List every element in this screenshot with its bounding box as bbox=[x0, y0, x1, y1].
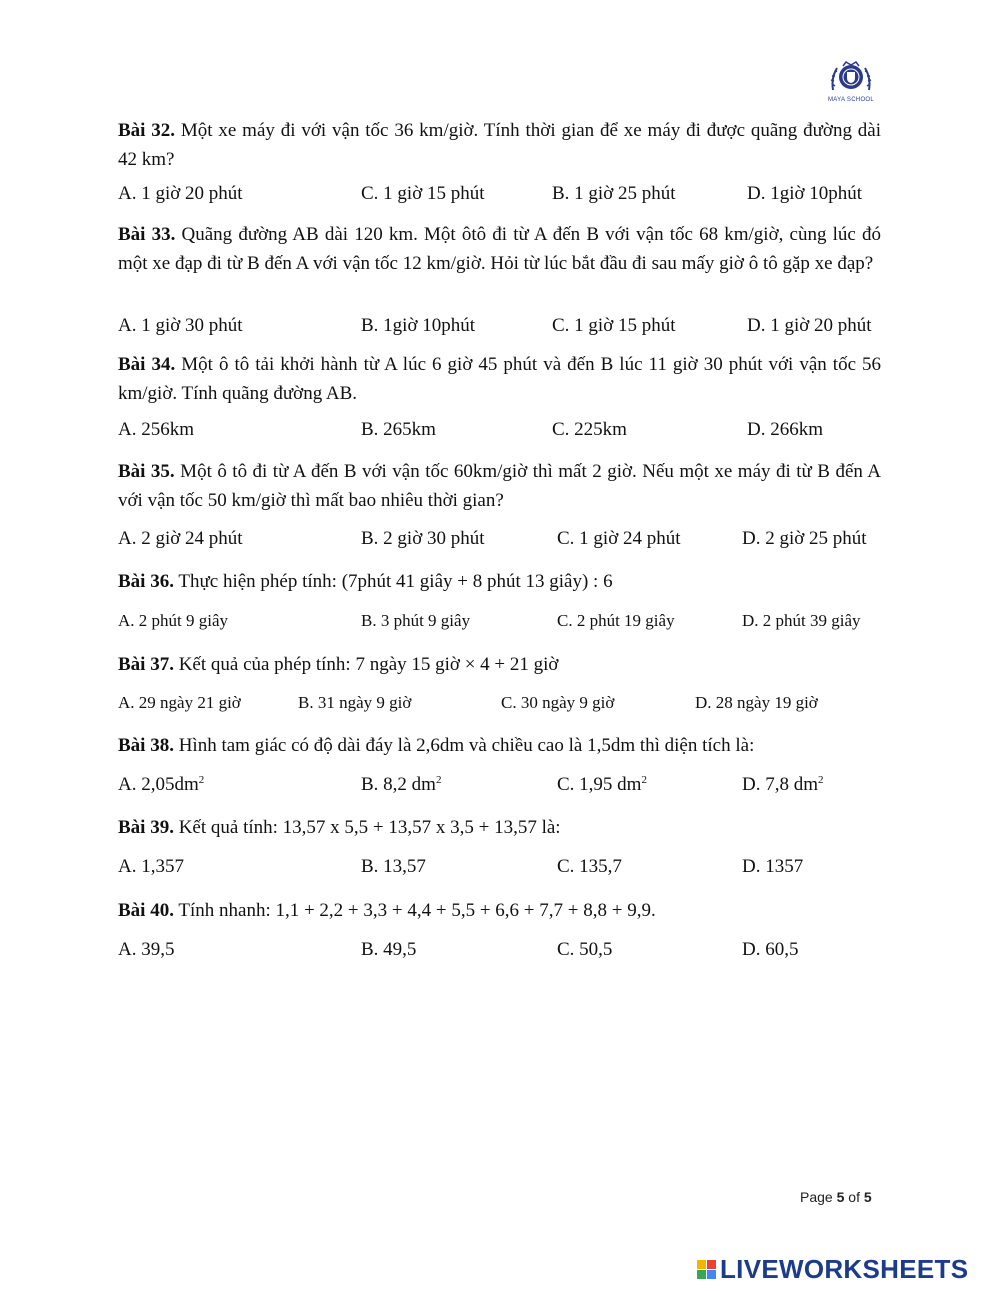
answer-option[interactable]: D. 7,8 $dm^2$ bbox=[742, 774, 824, 795]
answer-option[interactable]: A. 1,357 bbox=[118, 856, 184, 877]
answer-option[interactable]: A. 256km bbox=[118, 419, 194, 440]
question-text: Một xe máy đi với vận tốc 36 km/giờ. Tính thời gian để xe máy đi được quãng đường dài 42 km? bbox=[118, 120, 882, 170]
answers-35 bbox=[118, 528, 888, 554]
answer-option[interactable]: D. 2 giờ 25 phút bbox=[742, 528, 867, 549]
liveworksheets-text: LIVEWORKSHEETS bbox=[720, 1253, 969, 1284]
answer-option[interactable]: A. 29 ngày 21 giờ bbox=[118, 693, 241, 712]
question-label: Bài 36. bbox=[118, 571, 174, 592]
answer-option[interactable]: A. 2 phút 9 giây bbox=[118, 611, 229, 630]
answer-option[interactable]: A. 39,5 bbox=[118, 939, 175, 960]
answer-option[interactable]: A. $2,05dm^2$ bbox=[118, 774, 205, 795]
answer-option[interactable]: D. 28 ngày 19 giờ bbox=[695, 693, 818, 712]
answer-option[interactable]: A. 1 giờ 30 phút bbox=[118, 315, 243, 336]
answer-option[interactable]: C. 1 giờ 15 phút bbox=[552, 315, 676, 336]
question-text: Kết quả của phép tính: 7 ngày 15 giờ × 4 + 21 giờ bbox=[178, 654, 559, 675]
answer-option[interactable]: D. 266km bbox=[747, 419, 823, 440]
unit-superscript: 2 bbox=[641, 774, 647, 786]
answer-option[interactable]: B. 2 giờ 30 phút bbox=[361, 528, 485, 549]
question-35 bbox=[118, 457, 881, 515]
answer-option[interactable]: C. 1 giờ 15 phút bbox=[361, 183, 485, 204]
page-word: Page bbox=[800, 1189, 833, 1205]
answer-option[interactable]: D. 1357 bbox=[742, 856, 804, 877]
question-text: Một ô tô đi từ A đến B với vận tốc 60km/giờ thì mất 2 giờ. Nếu một xe máy đi từ B đến A với vận tốc 50 km/giờ thì mất bao nhiêu thời gian? bbox=[118, 461, 882, 511]
current-page: 5 bbox=[836, 1189, 845, 1205]
school-logo-text: MAYA SCHOOL bbox=[827, 97, 875, 103]
question-text: Một ô tô tải khởi hành từ A lúc 6 giờ 45 phút và đến B lúc 11 giờ 30 phút với vận tốc 56 km/giờ. Tính quãng đường AB. bbox=[118, 354, 882, 404]
question-text: Thực hiện phép tính: (7phút 41 giây + 8 phút 13 giây) : 6 bbox=[178, 571, 613, 592]
question-40 bbox=[118, 896, 881, 925]
question-label: Bài 38. bbox=[118, 735, 174, 756]
question-33 bbox=[118, 220, 881, 278]
unit-superscript: 2 bbox=[198, 774, 205, 786]
question-37 bbox=[118, 650, 881, 679]
answers-32 bbox=[118, 183, 888, 209]
total-pages: 5 bbox=[863, 1189, 872, 1205]
answer-option[interactable]: A. 1 giờ 20 phút bbox=[118, 183, 243, 204]
answer-option[interactable]: B. 3 phút 9 giây bbox=[361, 611, 471, 630]
answer-option[interactable]: C. 135,7 bbox=[557, 856, 622, 877]
liveworksheets-icon bbox=[697, 1260, 716, 1279]
question-34 bbox=[118, 350, 881, 408]
answers-37 bbox=[118, 693, 888, 719]
answer-option[interactable]: C. 225km bbox=[552, 419, 627, 440]
answers-34 bbox=[118, 419, 888, 445]
answer-option[interactable]: C. 1 giờ 24 phút bbox=[557, 528, 681, 549]
question-text: Hình tam giác có độ dài đáy là 2,6dm và chiều cao là 1,5dm thì diện tích là: bbox=[178, 735, 755, 756]
question-label: Bài 34. bbox=[118, 354, 176, 375]
question-label: Bài 40. bbox=[118, 900, 174, 921]
answer-option[interactable]: B. 49,5 bbox=[361, 939, 417, 960]
answer-option[interactable]: B. 8,2 $dm^2$ bbox=[361, 774, 442, 795]
question-36 bbox=[118, 567, 881, 596]
answer-option[interactable]: B. 31 ngày 9 giờ bbox=[298, 693, 412, 712]
question-label: Bài 32. bbox=[118, 120, 176, 141]
question-39 bbox=[118, 813, 881, 842]
answer-option[interactable]: D. 1giờ 10phút bbox=[747, 183, 863, 204]
answer-option[interactable]: D. 1 giờ 20 phút bbox=[747, 315, 872, 336]
page-number bbox=[800, 1189, 872, 1205]
answers-38 bbox=[118, 774, 888, 800]
answer-option[interactable]: D. 2 phút 39 giây bbox=[742, 611, 861, 630]
question-label: Bài 35. bbox=[118, 461, 175, 482]
of-word: of bbox=[848, 1189, 860, 1205]
question-label: Bài 39. bbox=[118, 817, 174, 838]
question-text: Tính nhanh: 1,1 + 2,2 + 3,3 + 4,4 + 5,5 + 6,6 + 7,7 + 8,8 + 9,9. bbox=[178, 900, 656, 921]
question-38 bbox=[118, 731, 881, 760]
answer-option[interactable]: D. 60,5 bbox=[742, 939, 799, 960]
question-label: Bài 33. bbox=[118, 224, 176, 245]
answer-option[interactable]: C. 30 ngày 9 giờ bbox=[501, 693, 615, 712]
answer-option[interactable]: C. 1,95 $dm^2$ bbox=[557, 774, 647, 795]
answers-36 bbox=[118, 611, 888, 637]
question-32 bbox=[118, 116, 881, 174]
question-text: Kết quả tính: 13,57 x 5,5 + 13,57 x 3,5 + 13,57 là: bbox=[178, 817, 561, 838]
answers-40 bbox=[118, 939, 888, 965]
answer-option[interactable]: C. 2 phút 19 giây bbox=[557, 611, 675, 630]
school-crest-icon bbox=[829, 60, 873, 96]
answers-33 bbox=[118, 315, 888, 341]
answer-option[interactable]: B. 1 giờ 25 phút bbox=[552, 183, 676, 204]
answer-option[interactable]: B. 1giờ 10phút bbox=[361, 315, 476, 336]
question-label: Bài 37. bbox=[118, 654, 174, 675]
answer-option[interactable]: C. 50,5 bbox=[557, 939, 613, 960]
answer-option[interactable]: B. 13,57 bbox=[361, 856, 426, 877]
answers-39 bbox=[118, 856, 888, 882]
answer-option[interactable]: B. 265km bbox=[361, 419, 436, 440]
unit-superscript: 2 bbox=[818, 774, 824, 786]
liveworksheets-logo bbox=[697, 1254, 968, 1284]
question-text: Quãng đường AB dài 120 km. Một ôtô đi từ A đến B với vận tốc 68 km/giờ, cùng lúc đó một xe đạp đi từ B đến A với vận tốc 12 km/giờ. Hỏi từ lúc bắt đầu đi sau mấy giờ ô tô gặp xe đạp? bbox=[118, 224, 881, 274]
school-logo bbox=[818, 60, 884, 110]
unit-superscript: 2 bbox=[435, 774, 442, 786]
answer-option[interactable]: A. 2 giờ 24 phút bbox=[118, 528, 243, 549]
